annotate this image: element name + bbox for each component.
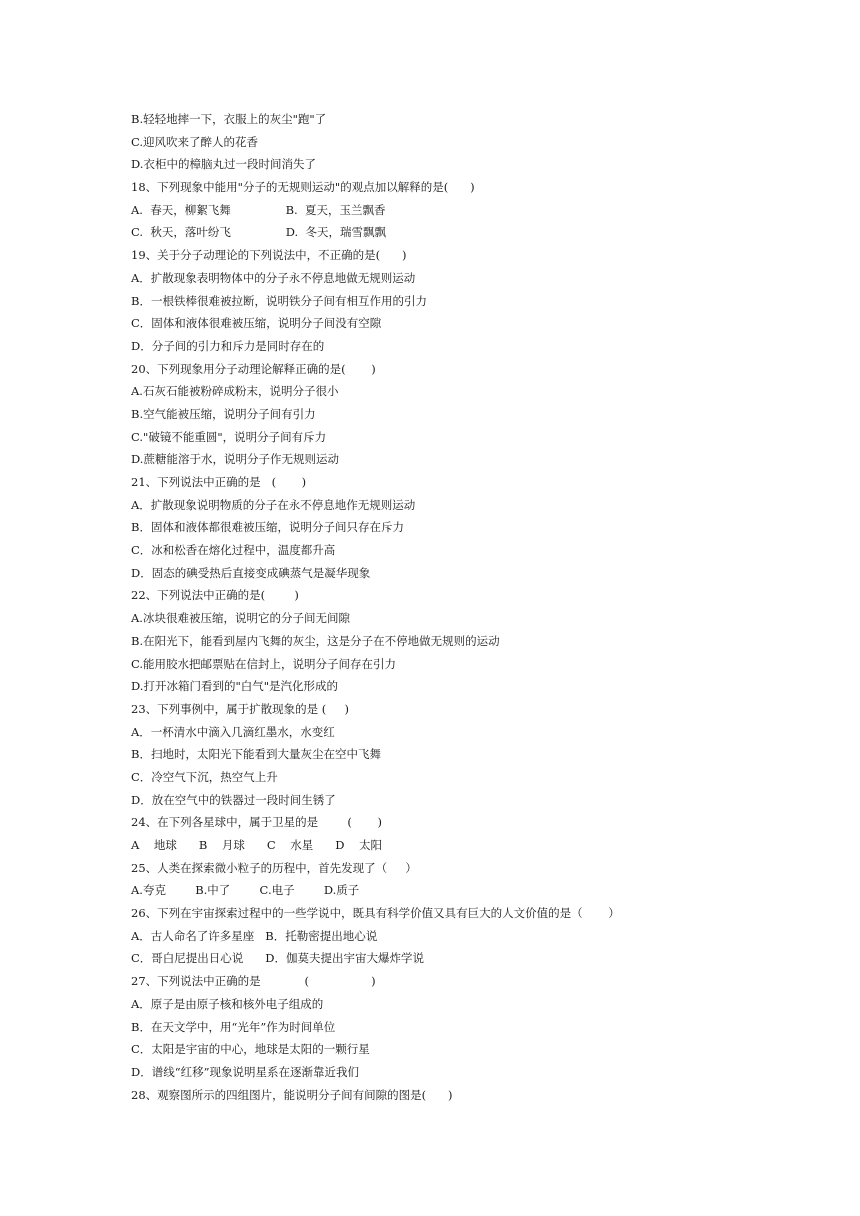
question-25-options: A.夸克 B.中了 C.电子 D.质子 xyxy=(131,883,360,898)
question-20-option-c: C."破镜不能重圆"，说明分子间有斥力 xyxy=(131,429,327,444)
question-26-stem: 26、下列在宇宙探索过程中的一些学说中，既具有科学价值又具有巨大的人文价值的是（ ） xyxy=(131,906,620,921)
question-19-option-d: D．分子间的引力和斥力是同时存在的 xyxy=(131,338,325,353)
question-24-options: A 地球 B 月球 C 水星 D 太阳 xyxy=(131,838,383,852)
question-21-stem: 21、下列说法中正确的是 ( ) xyxy=(131,475,307,489)
text-line: C.迎风吹来了醉人的花香 xyxy=(131,134,259,149)
question-20-option-d: D.蔗糖能溶于水，说明分子作无规则运动 xyxy=(131,452,339,467)
question-27-option-d: D．谱线“红移”现象说明星系在逐渐靠近我们 xyxy=(131,1064,359,1079)
question-21-option-a: A．扩散现象说明物质的分子在永不停息地作无规则运动 xyxy=(131,497,416,512)
text-line: D.衣柜中的樟脑丸过一段时间消失了 xyxy=(131,157,316,172)
question-23-option-b: B．扫地时，太阳光下能看到大量灰尘在空中飞舞 xyxy=(131,747,381,762)
question-22-option-c: C.能用胶水把邮票贴在信封上，说明分子间存在引力 xyxy=(131,656,397,671)
question-22-stem: 22、下列说法中正确的是( ) xyxy=(131,588,299,603)
question-text-block xyxy=(131,108,731,1106)
question-22-option-d: D.打开冰箱门看到的"白气"是汽化形成的 xyxy=(131,679,339,694)
question-23-option-a: A．一杯清水中滴入几滴红墨水，水变红 xyxy=(131,724,335,739)
question-23-option-c: C．冷空气下沉，热空气上升 xyxy=(131,769,278,784)
question-19-option-a: A．扩散现象表明物体中的分子永不停息地做无规则运动 xyxy=(131,270,416,285)
question-22-option-b: B.在阳光下，能看到屋内飞舞的灰尘，这是分子在不停地做无规则的运动 xyxy=(131,633,500,648)
question-18-options-cd: C. 秋天，落叶纷飞 D. 冬天，瑞雪飘飘 xyxy=(131,225,386,240)
question-19-stem: 19、关于分子动理论的下列说法中，不正确的是( ) xyxy=(131,248,407,263)
question-27-option-b: B．在天文学中，用“光年”作为时间单位 xyxy=(131,1019,336,1034)
question-27-option-c: C．太阳是宇宙的中心，地球是太阳的一颗行星 xyxy=(131,1042,370,1057)
text-line: B.轻轻地摔一下，衣服上的灰尘"跑"了 xyxy=(131,112,327,126)
question-20-option-b: B.空气能被压缩，说明分子间有引力 xyxy=(131,406,316,421)
question-21-option-c: C．冰和松香在熔化过程中，温度都升高 xyxy=(131,543,336,558)
question-18-stem: 18、下列现象中能用"分子的无规则运动"的观点加以解释的是( ) xyxy=(131,180,475,195)
question-19-option-b: B．一根铁棒很难被拉断，说明铁分子间有相互作用的引力 xyxy=(131,293,427,308)
question-18-options-ab: A. 春天，柳絮飞舞 B. 夏天，玉兰飘香 xyxy=(131,202,386,217)
question-20-stem: 20、下列现象用分子动理论解释正确的是( ) xyxy=(131,361,376,376)
question-27-option-a: A．原子是由原子核和核外电子组成的 xyxy=(131,996,324,1011)
question-23-option-d: D．放在空气中的铁器过一段时间生锈了 xyxy=(131,792,336,807)
question-27-stem: 27、下列说法中正确的是 ( ) xyxy=(131,974,376,989)
question-28-stem: 28、观察图所示的四组图片，能说明分子间有间隙的图是( ) xyxy=(131,1087,453,1102)
question-20-option-a: A.石灰石能被粉碎成粉末，说明分子很小 xyxy=(131,384,339,399)
question-21-option-d: D．固态的碘受热后直接变成碘蒸气是凝华现象 xyxy=(131,565,371,580)
question-25-stem: 25、人类在探索微小粒子的历程中，首先发现了（ ） xyxy=(131,860,417,875)
question-26-options-cd: C．哥白尼提出日心说 D．伽莫夫提出宇宙大爆炸学说 xyxy=(131,951,424,966)
question-23-stem: 23、下列事例中，属于扩散现象的是 ( ) xyxy=(131,701,350,716)
question-19-option-c: C．固体和液体很难被压缩，说明分子间没有空隙 xyxy=(131,316,382,331)
question-24-stem: 24、在下列各星球中，属于卫星的是 ( ) xyxy=(131,815,382,830)
question-21-option-b: B．固体和液体都很难被压缩，说明分子间只存在斥力 xyxy=(131,520,404,535)
question-26-options-ab: A．古人命名了许多星座 B．托勒密提出地心说 xyxy=(131,928,378,943)
question-22-option-a: A.冰块很难被压缩，说明它的分子间无间隙 xyxy=(131,611,350,626)
